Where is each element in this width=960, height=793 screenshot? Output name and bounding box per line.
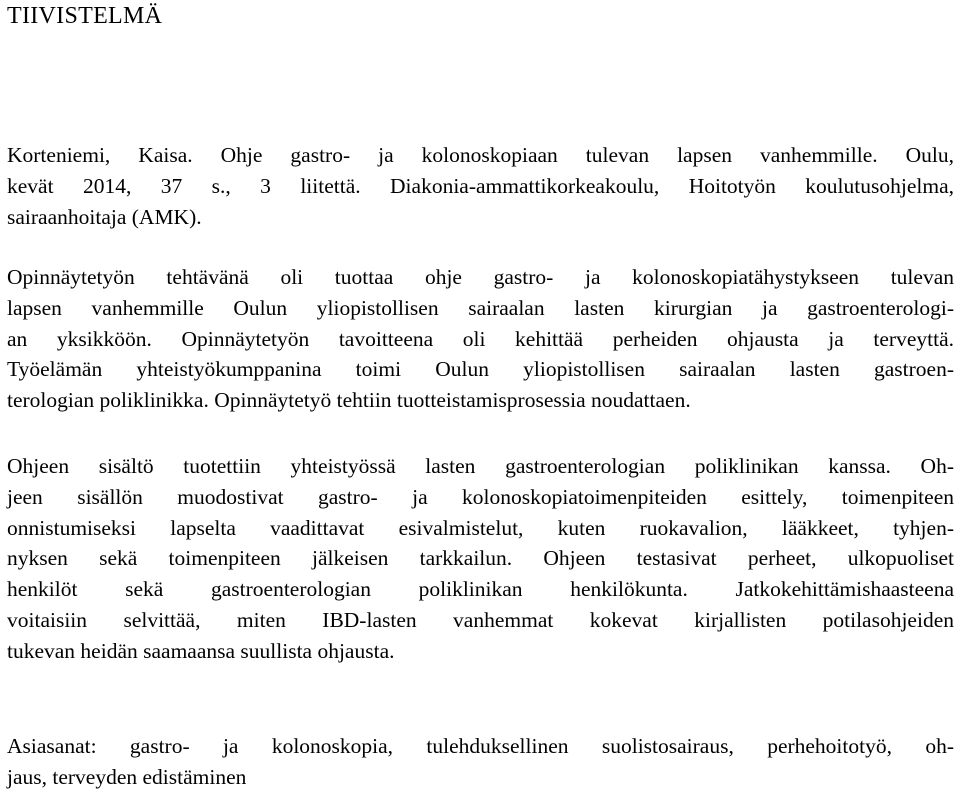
text-line: Työelämän yhteistyökumppanina toimi Oulun yliopistollisen sairaalan lasten gastroen-	[7, 357, 954, 382]
text-line: Asiasanat: gastro- ja kolonoskopia, tulehduksellinen suolistosairaus, perhehoitotyö, oh-	[7, 734, 954, 758]
page-title: TIIVISTELMÄ	[7, 3, 163, 29]
text-line: an yksikköön. Opinnäytetyön tavoitteena oli kehittää perheiden ohjausta ja terveyttä.	[7, 326, 954, 351]
text-line: voitaisiin selvittää, miten IBD-lasten vanhemmat kokevat kirjallisten potilasohjeiden	[7, 607, 954, 632]
keywords-paragraph	[7, 731, 954, 793]
text-line: tukevan heidän saamaansa suullista ohjausta.	[7, 638, 395, 663]
text-line: Ohjeen sisältö tuotettiin yhteistyössä lasten gastroenterologian poliklinikan kanssa. Oh-	[7, 454, 954, 478]
text-line: sairaanhoitaja (AMK).	[7, 204, 202, 229]
text-line: jeen sisällön muodostivat gastro- ja kolonoskopiatoimenpiteiden esittely, toimenpiteen	[7, 484, 954, 509]
text-line: terologian poliklinikka. Opinnäytetyö tehtiin tuotteistamisprosessia noudattaen.	[7, 388, 691, 413]
text-line: nyksen sekä toimenpiteen jälkeisen tarkkailun. Ohjeen testasivat perheet, ulkopuoliset	[7, 546, 954, 571]
text-line: jaus, terveyden edistäminen	[7, 764, 247, 789]
text-line: henkilöt sekä gastroenterologian poliklinikan henkilökunta. Jatkokehittämishaasteena	[7, 577, 954, 602]
abstract-paragraph-2	[7, 451, 954, 667]
reference-paragraph	[7, 140, 954, 232]
text-line: Korteniemi, Kaisa. Ohje gastro- ja kolonoskopiaan tulevan lapsen vanhemmille. Oulu,	[7, 143, 954, 167]
text-line: Opinnäytetyön tehtävänä oli tuottaa ohje gastro- ja kolonoskopiatähystykseen tulevan	[7, 265, 954, 289]
abstract-paragraph-1	[7, 262, 954, 416]
text-line: kevät 2014, 37 s., 3 liitettä. Diakonia-ammattikorkeakoulu, Hoitotyön koulutusohjelma,	[7, 173, 954, 198]
text-line: onnistumiseksi lapselta vaadittavat esivalmistelut, kuten ruokavalion, lääkkeet, tyhjen-	[7, 515, 954, 540]
text-line: lapsen vanhemmille Oulun yliopistollisen sairaalan lasten kirurgian ja gastroenterologi-	[7, 295, 954, 320]
